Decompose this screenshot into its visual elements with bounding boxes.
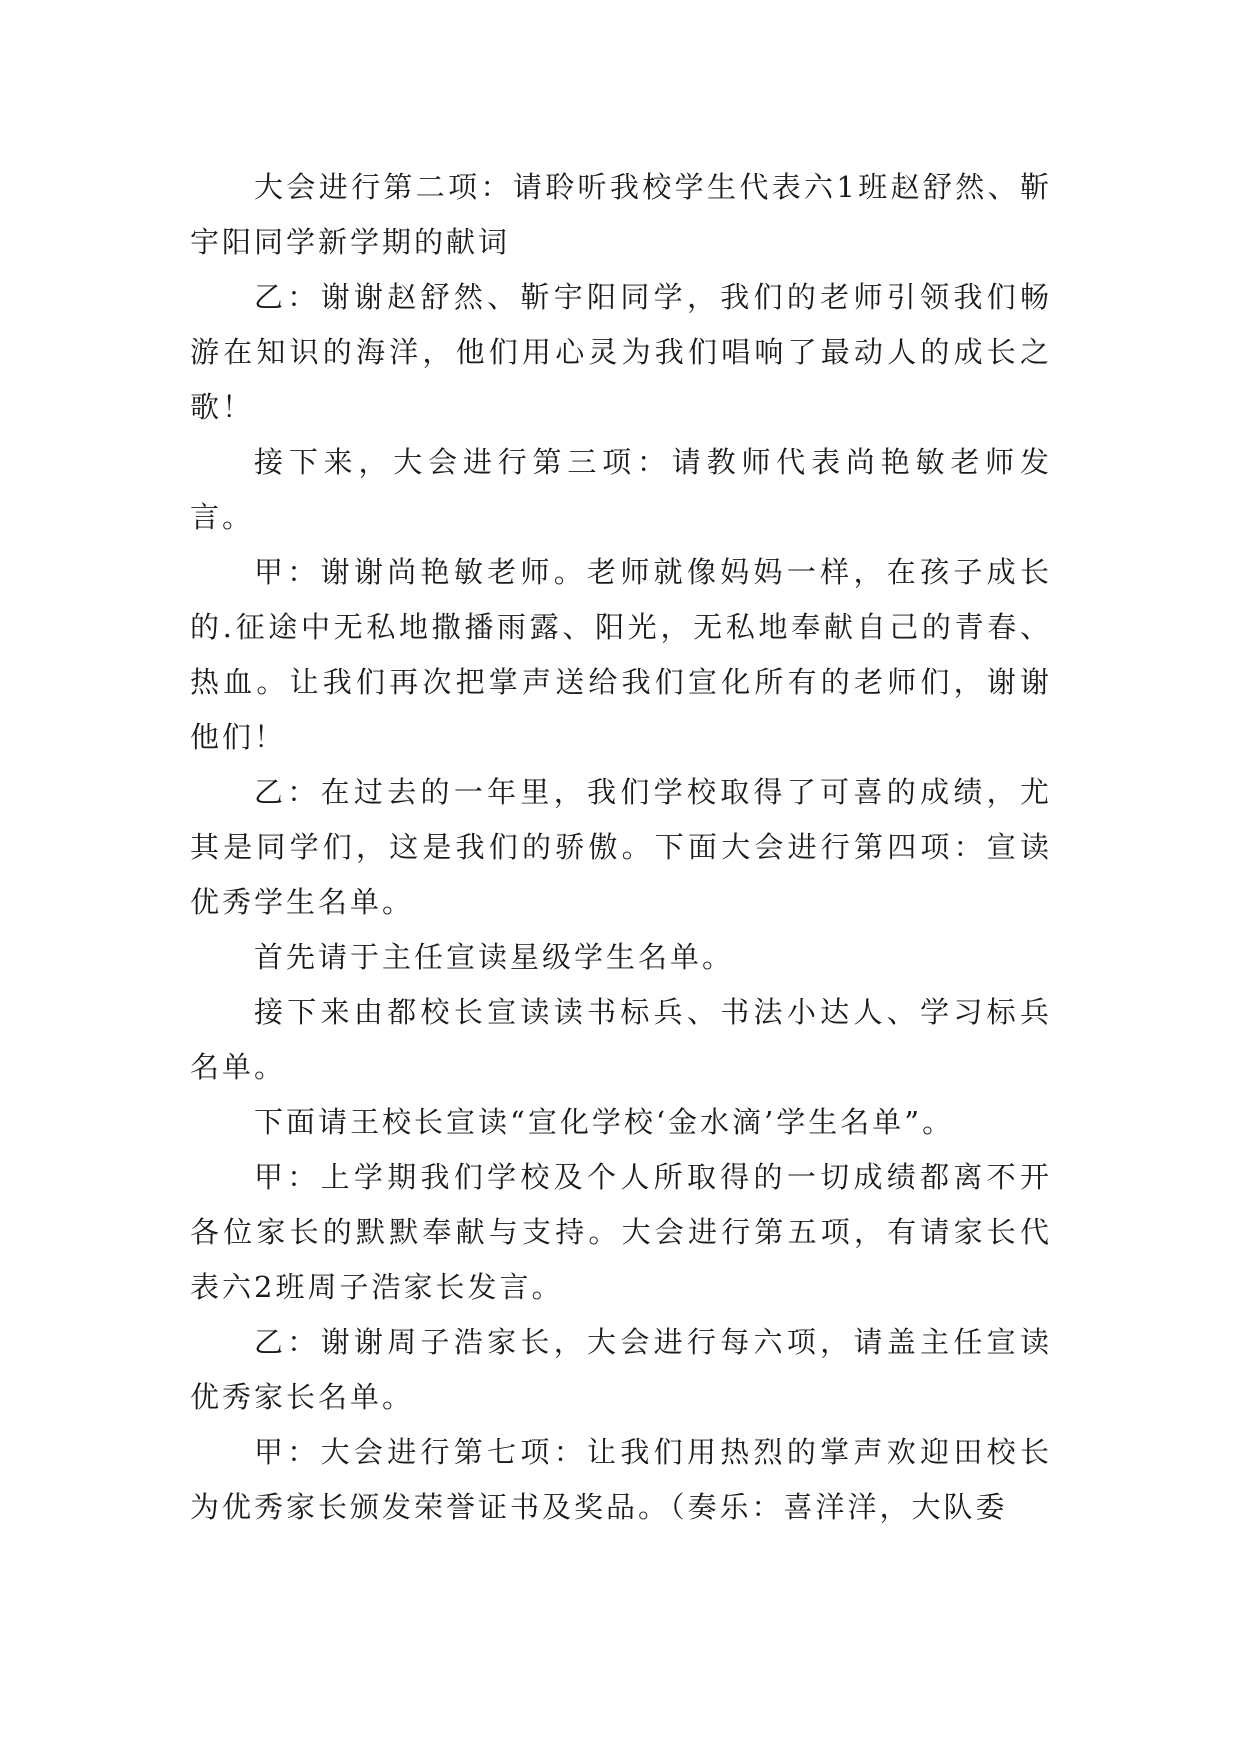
- paragraph-1: 大会进行第二项：请聆听我校学生代表六1班赵舒然、靳宇阳同学新学期的献词: [190, 170, 1052, 259]
- paragraph-10: 乙：谢谢周子浩家长，大会进行每六项，请盖主任宣读优秀家长名单。: [190, 1325, 1052, 1414]
- paragraph-4: 甲：谢谢尚艳敏老师。老师就像妈妈一样，在孩子成长的.征途中无私地撒播雨露、阳光，无私地奉献自己的青春、热血。让我们再次把掌声送给我们宣化所有的老师们，谢谢他们！: [190, 555, 1052, 754]
- document-body: [190, 160, 1052, 1535]
- paragraph-11: 甲：大会进行第七项：让我们用热烈的掌声欢迎田校长为优秀家长颁发荣誉证书及奖品。（奏乐：喜洋洋，大队委: [190, 1435, 1052, 1524]
- paragraph-8: 下面请王校长宣读“宣化学校‘金水滴’学生名单”。: [254, 1105, 955, 1139]
- paragraph-9: 甲：上学期我们学校及个人所取得的一切成绩都离不开各位家长的默默奉献与支持。大会进行第五项，有请家长代表六2班周子浩家长发言。: [190, 1160, 1052, 1304]
- paragraph-6: 首先请于主任宣读星级学生名单。: [254, 940, 735, 974]
- paragraph-3: 接下来，大会进行第三项：请教师代表尚艳敏老师发言。: [190, 445, 1052, 534]
- paragraph-2: 乙：谢谢赵舒然、靳宇阳同学，我们的老师引领我们畅游在知识的海洋，他们用心灵为我们唱响了最动人的成长之歌！: [190, 280, 1052, 424]
- paragraph-7: 接下来由都校长宣读读书标兵、书法小达人、学习标兵名单。: [190, 995, 1052, 1084]
- paragraph-5: 乙：在过去的一年里，我们学校取得了可喜的成绩，尤其是同学们，这是我们的骄傲。下面大会进行第四项：宣读优秀学生名单。: [190, 775, 1052, 919]
